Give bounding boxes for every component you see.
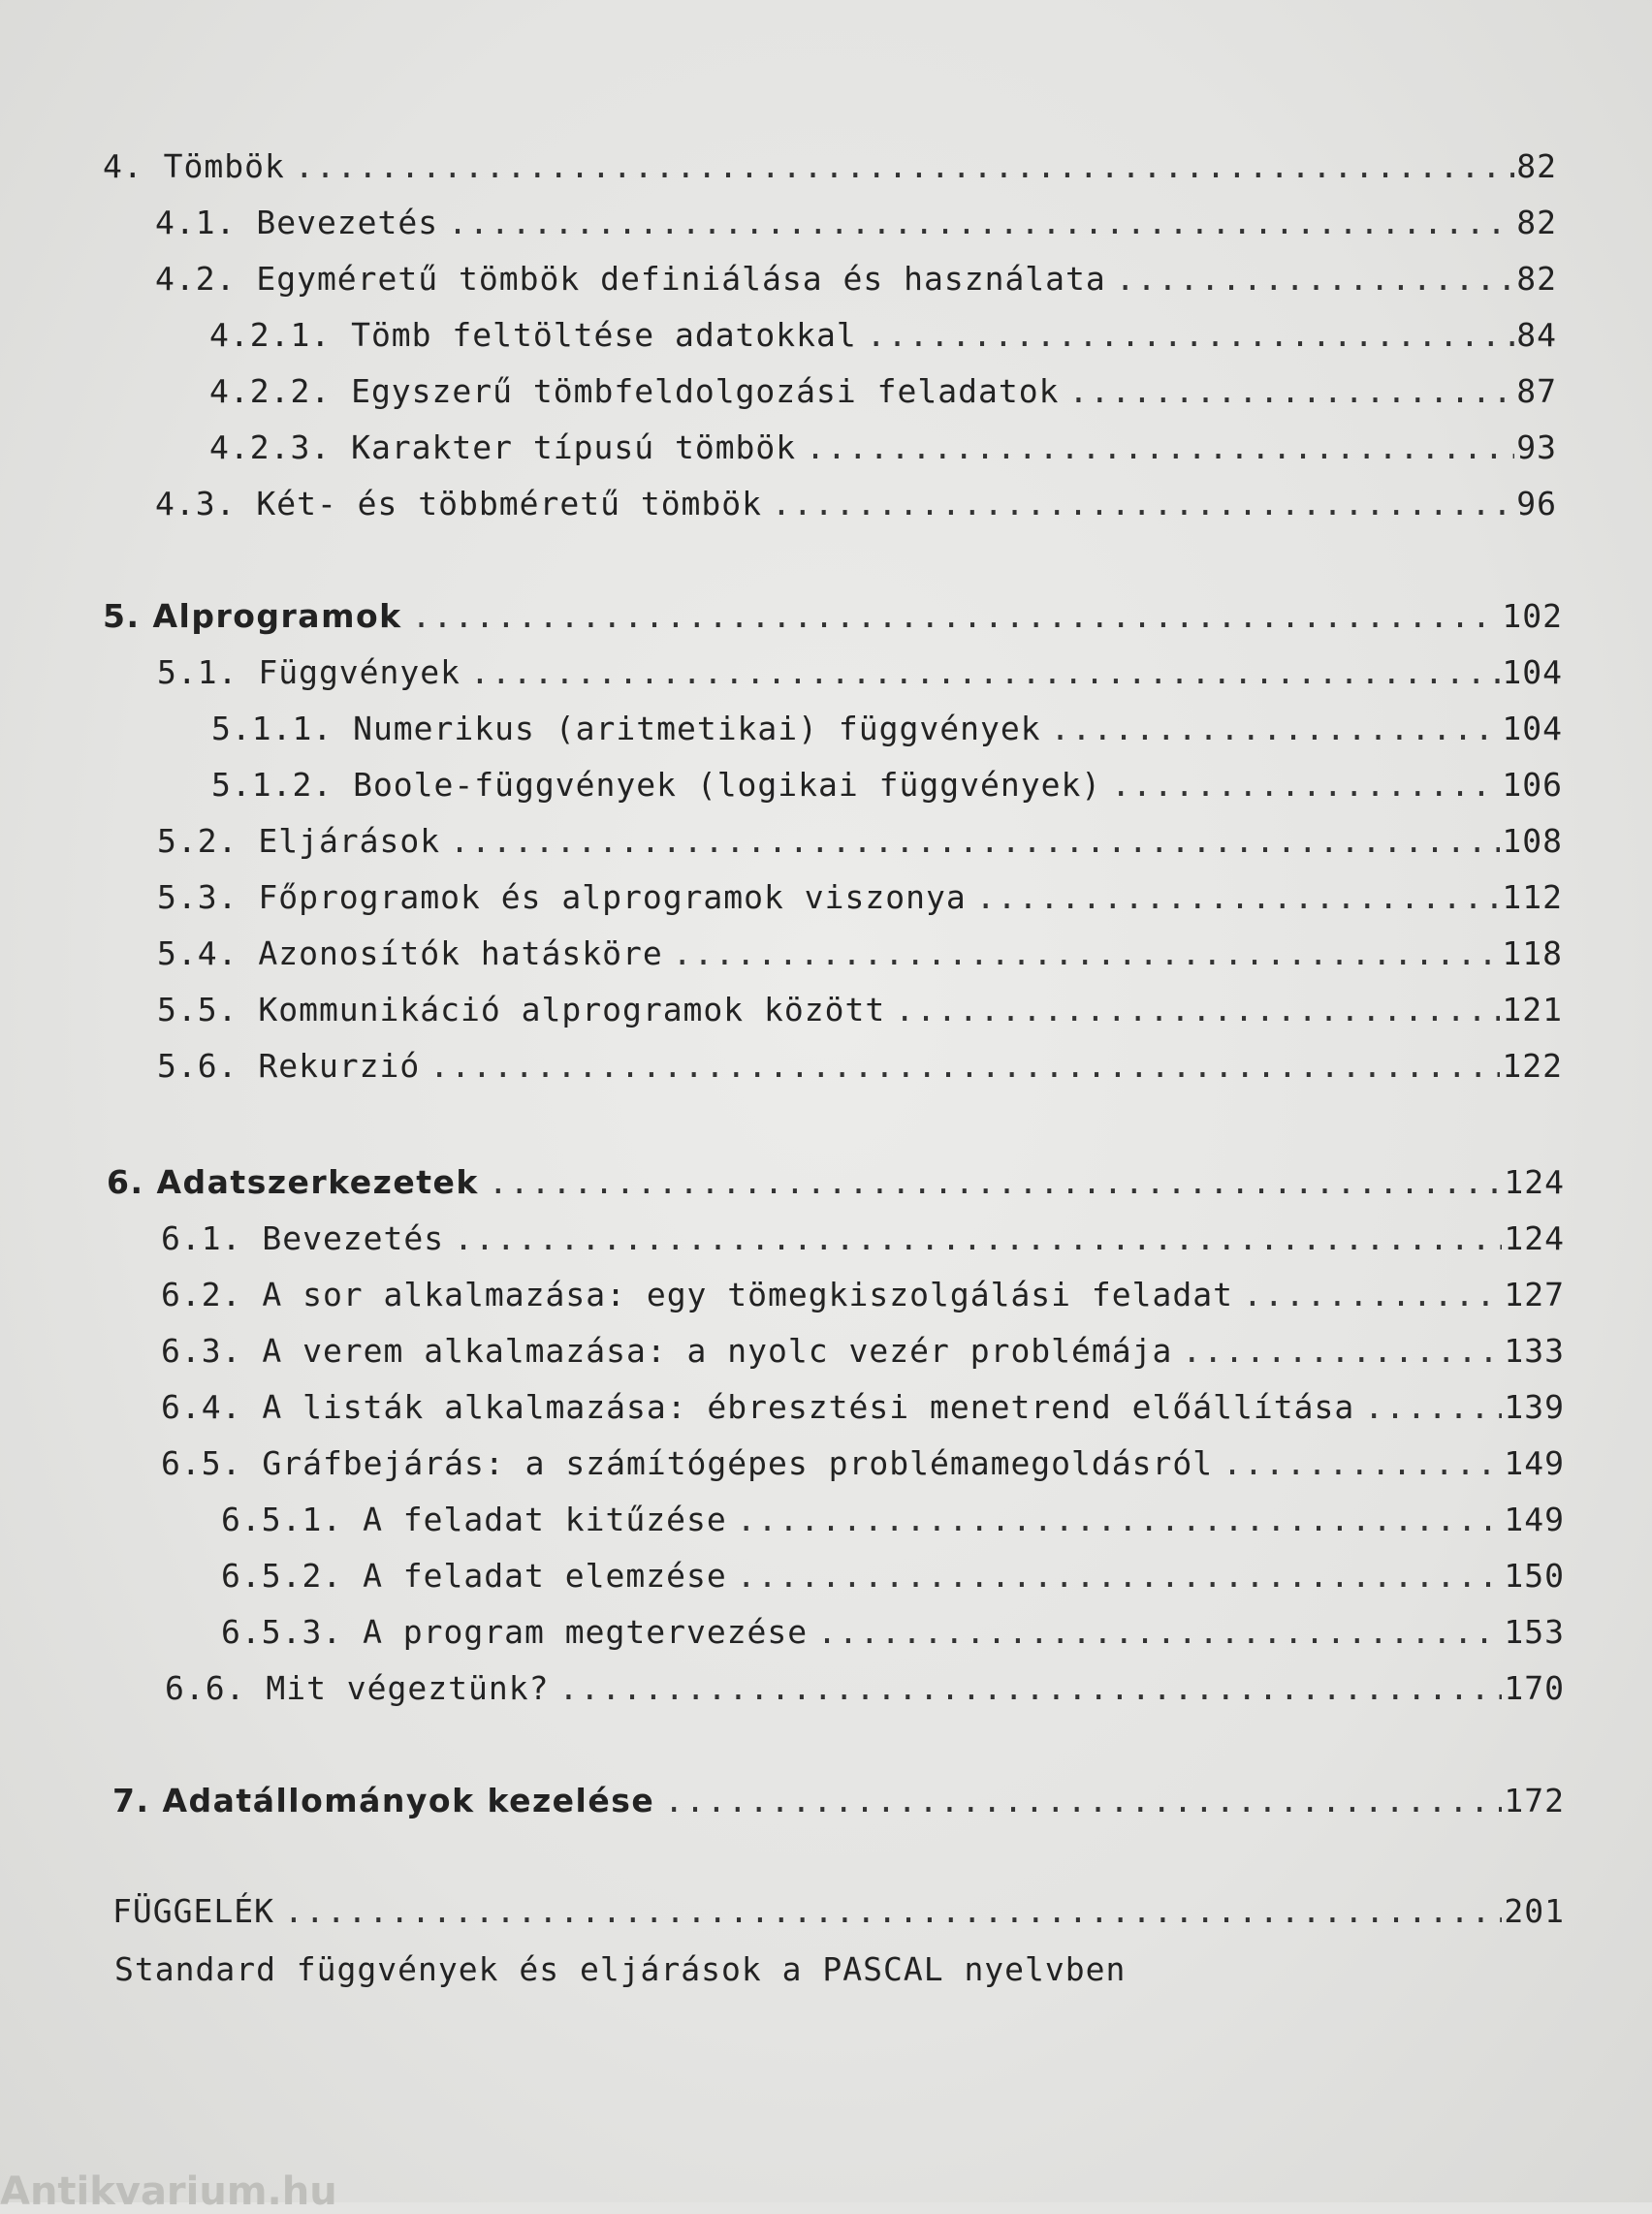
leader-dots bbox=[1364, 1388, 1502, 1426]
leader-dots bbox=[470, 653, 1500, 691]
leader-dots bbox=[454, 1219, 1502, 1257]
toc-entry-title: 5.3. Főprogramok és alprogramok viszonya bbox=[157, 878, 967, 916]
toc-entry-4-2-1 bbox=[209, 316, 1557, 354]
leader-dots bbox=[429, 1047, 1500, 1085]
toc-entry-6 bbox=[107, 1163, 1565, 1201]
toc-entry-6-2 bbox=[161, 1276, 1565, 1313]
toc-entry-4-1 bbox=[155, 204, 1557, 241]
toc-page-number: 104 bbox=[1502, 653, 1563, 691]
toc-page-number: 84 bbox=[1516, 316, 1557, 354]
toc-page-number: 104 bbox=[1502, 710, 1563, 747]
toc-page-number: 87 bbox=[1516, 372, 1557, 410]
toc-entry-title: 5.2. Eljárások bbox=[157, 822, 441, 860]
toc-entry-5-2 bbox=[157, 822, 1563, 860]
toc-entry-6-5 bbox=[161, 1444, 1565, 1482]
toc-entry-title: 6.5. Gráfbejárás: a számítógépes problémamegoldásról bbox=[161, 1444, 1214, 1482]
toc-entry-6-3 bbox=[161, 1332, 1565, 1370]
leader-dots bbox=[772, 485, 1514, 522]
toc-entry-4-3 bbox=[155, 485, 1557, 522]
toc-entry-title: 4.2.2. Egyszerű tömbfeldolgozási feladatok bbox=[209, 372, 1060, 410]
toc-entry-title: 5.1.1. Numerikus (aritmetikai) függvények bbox=[211, 710, 1041, 747]
leader-dots bbox=[1182, 1332, 1502, 1370]
toc-page-number: 82 bbox=[1516, 260, 1557, 298]
toc-page-number: 149 bbox=[1504, 1444, 1565, 1482]
toc-entry-title: 6.4. A listák alkalmazása: ébresztési menetrend előállítása bbox=[161, 1388, 1355, 1426]
toc-entry-5-1-2 bbox=[211, 766, 1563, 804]
toc-entry-6-5-1 bbox=[221, 1501, 1565, 1538]
toc-page-number: 118 bbox=[1502, 934, 1563, 972]
toc-entry-6-4 bbox=[161, 1388, 1565, 1426]
toc-page-number: 133 bbox=[1504, 1332, 1565, 1370]
appendix-subtitle: Standard függvények és eljárások a PASCAL nyelvben bbox=[114, 1950, 1127, 1988]
toc-entry-title: 4.2.1. Tömb feltöltése adatokkal bbox=[209, 316, 857, 354]
toc-entry-title: FÜGGELÉK bbox=[112, 1892, 274, 1930]
toc-entry-title: 6.5.2. A feladat elemzése bbox=[221, 1557, 727, 1595]
toc-page-number: 124 bbox=[1504, 1219, 1565, 1257]
toc-entry-title: 6.2. A sor alkalmazása: egy tömegkiszolgálási feladat bbox=[161, 1276, 1233, 1313]
toc-entry-title: 5.5. Kommunikáció alprogramok között bbox=[157, 991, 886, 1028]
toc-entry-5-4 bbox=[157, 934, 1563, 972]
toc-page-number: 149 bbox=[1504, 1501, 1565, 1538]
leader-dots bbox=[737, 1501, 1503, 1538]
toc-entry-title: 5.6. Rekurzió bbox=[157, 1047, 421, 1085]
watermark: Antikvarium.hu bbox=[0, 2169, 337, 2214]
toc-entry-5-3 bbox=[157, 878, 1563, 916]
leader-dots bbox=[1116, 260, 1514, 298]
toc-page-number: 150 bbox=[1504, 1557, 1565, 1595]
leader-dots bbox=[295, 147, 1514, 185]
toc-entry-5-6 bbox=[157, 1047, 1563, 1085]
toc-page-number: 106 bbox=[1502, 766, 1563, 804]
toc-entry-title: 5. Alprogramok bbox=[103, 597, 402, 635]
toc-entry-title: 6. Adatszerkezetek bbox=[107, 1163, 479, 1201]
toc-entry-title: 4.3. Két- és többméretű tömbök bbox=[155, 485, 763, 522]
toc-page-number: 121 bbox=[1502, 991, 1563, 1028]
toc-page-number: 122 bbox=[1502, 1047, 1563, 1085]
toc-entry-6-1 bbox=[161, 1219, 1565, 1257]
toc-page-number: 127 bbox=[1504, 1276, 1565, 1313]
toc-entry-4 bbox=[103, 147, 1557, 185]
toc-entry-title: 4.2.3. Karakter típusú tömbök bbox=[209, 428, 797, 466]
toc-entry-4-2-2 bbox=[209, 372, 1557, 410]
toc-entry-5 bbox=[103, 597, 1563, 635]
toc-entry-4-2-3 bbox=[209, 428, 1557, 466]
toc-entry-title: 4.2. Egyméretű tömbök definiálása és használata bbox=[155, 260, 1106, 298]
leader-dots bbox=[664, 1782, 1502, 1819]
toc-entry-title: 6.3. A verem alkalmazása: a nyolc vezér problémája bbox=[161, 1332, 1173, 1370]
toc-page-number: 201 bbox=[1504, 1892, 1565, 1930]
toc-entry-title: 5.4. Azonosítók hatásköre bbox=[157, 934, 663, 972]
leader-dots bbox=[489, 1163, 1503, 1201]
leader-dots bbox=[817, 1613, 1502, 1651]
toc-entry-title: 6.6. Mit végeztünk? bbox=[165, 1669, 550, 1707]
toc-entry-5-1 bbox=[157, 653, 1563, 691]
leader-dots bbox=[867, 316, 1514, 354]
toc-entry-title: 5.1. Függvények bbox=[157, 653, 461, 691]
toc-entry-title: 7. Adatállományok kezelése bbox=[112, 1782, 655, 1819]
toc-entry-6-5-3 bbox=[221, 1613, 1565, 1651]
leader-dots bbox=[1051, 710, 1501, 747]
toc-entry-title: 4. Tömbök bbox=[103, 147, 285, 185]
toc-entry-title: 6.1. Bevezetés bbox=[161, 1219, 445, 1257]
toc-entry-appendix bbox=[112, 1892, 1565, 1930]
leader-dots bbox=[673, 934, 1501, 972]
toc-page-number: 139 bbox=[1504, 1388, 1565, 1426]
toc-page-number: 93 bbox=[1516, 428, 1557, 466]
toc-page-number: 82 bbox=[1516, 147, 1557, 185]
leader-dots bbox=[284, 1892, 1502, 1930]
leader-dots bbox=[1068, 372, 1514, 410]
leader-dots bbox=[448, 204, 1514, 241]
toc-page-number: 96 bbox=[1516, 485, 1557, 522]
leader-dots bbox=[559, 1669, 1503, 1707]
toc-page-number: 172 bbox=[1504, 1782, 1565, 1819]
leader-dots bbox=[737, 1557, 1503, 1595]
toc-entry-title: 4.1. Bevezetés bbox=[155, 204, 439, 241]
toc-page-number: 112 bbox=[1502, 878, 1563, 916]
toc-entry-title: 6.5.1. A feladat kitűzése bbox=[221, 1501, 727, 1538]
toc-page-number: 124 bbox=[1504, 1163, 1565, 1201]
leader-dots bbox=[1111, 766, 1500, 804]
leader-dots bbox=[450, 822, 1500, 860]
leader-dots bbox=[976, 878, 1501, 916]
toc-entry-7 bbox=[112, 1782, 1565, 1819]
toc-entry-5-5 bbox=[157, 991, 1563, 1028]
toc-entry-4-2 bbox=[155, 260, 1557, 298]
leader-dots bbox=[895, 991, 1500, 1028]
toc-entry-6-6 bbox=[165, 1669, 1565, 1707]
toc-page-number: 170 bbox=[1504, 1669, 1565, 1707]
toc-entry-5-1-1 bbox=[211, 710, 1563, 747]
toc-entry-title: 5.1.2. Boole-függvények (logikai függvények) bbox=[211, 766, 1102, 804]
toc-entry-title: 6.5.3. A program megtervezése bbox=[221, 1613, 809, 1651]
toc-page-number: 153 bbox=[1504, 1613, 1565, 1651]
leader-dots bbox=[1223, 1444, 1502, 1482]
leader-dots bbox=[1243, 1276, 1502, 1313]
leader-dots bbox=[412, 597, 1501, 635]
toc-page-number: 108 bbox=[1502, 822, 1563, 860]
toc-page-number: 102 bbox=[1502, 597, 1563, 635]
toc-entry-6-5-2 bbox=[221, 1557, 1565, 1595]
leader-dots bbox=[806, 428, 1514, 466]
toc-page-number: 82 bbox=[1516, 204, 1557, 241]
